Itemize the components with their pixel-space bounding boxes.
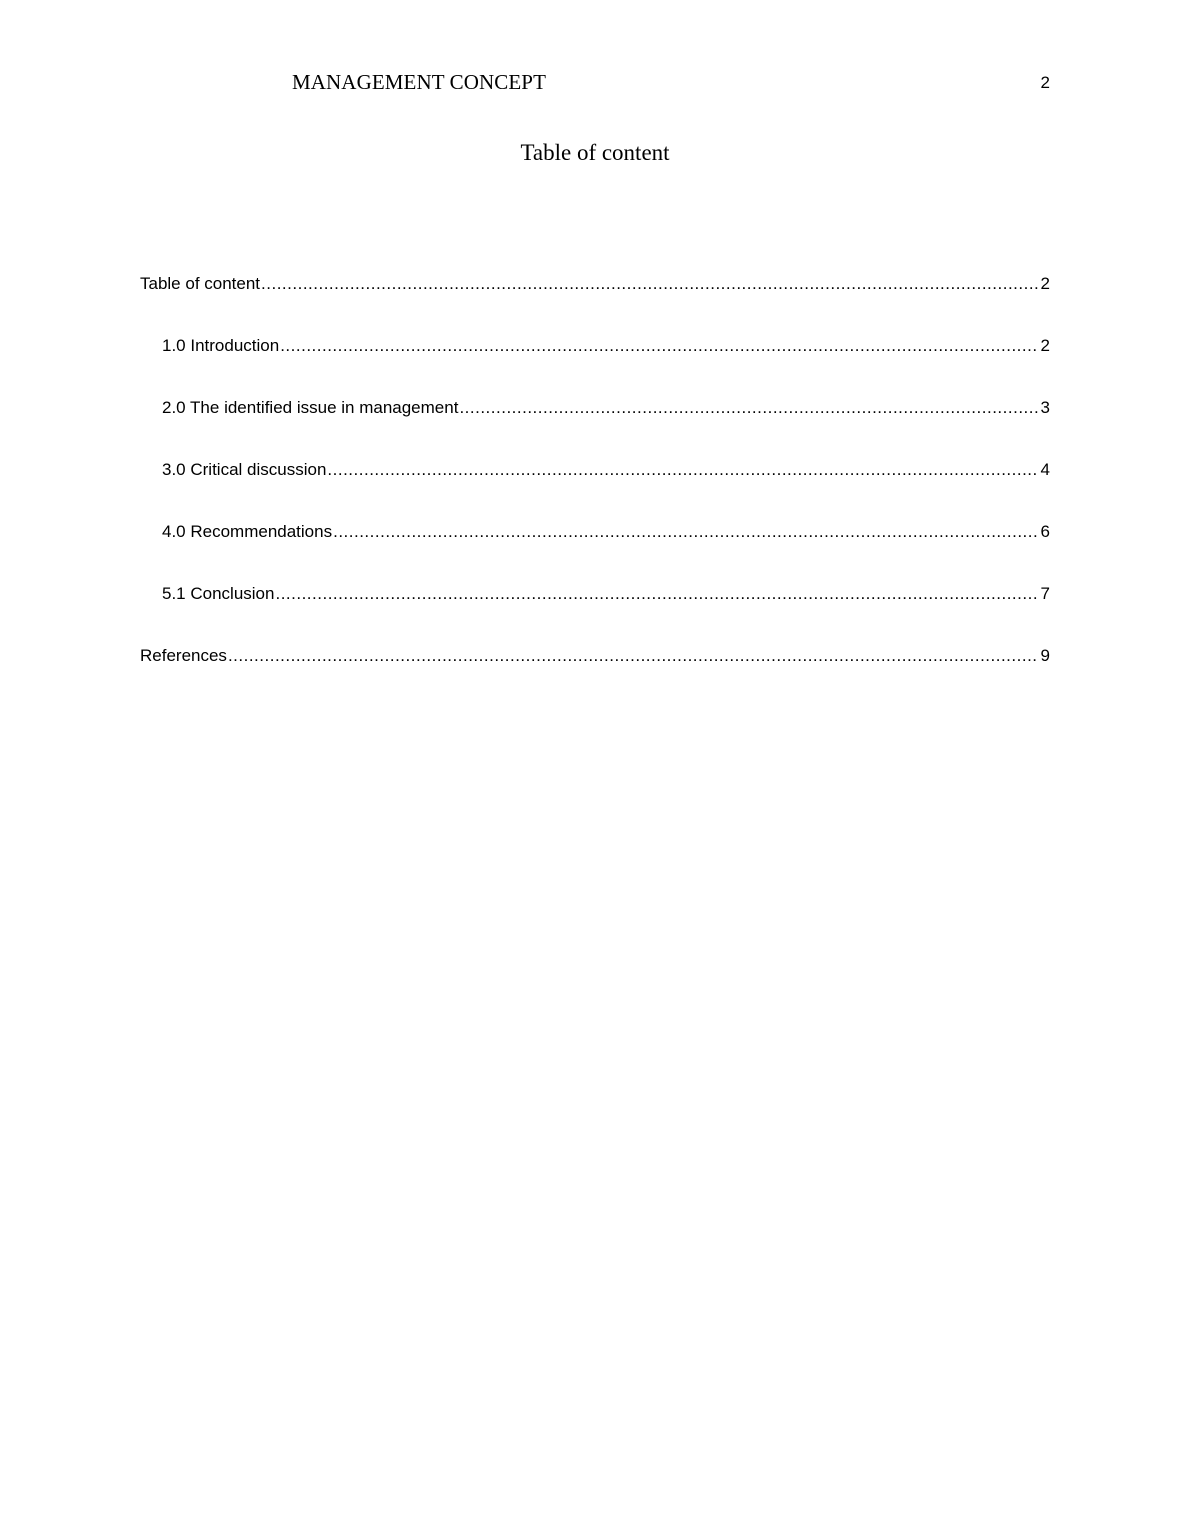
toc-entry-introduction[interactable] xyxy=(140,334,1050,358)
toc-entry-page: 3 xyxy=(1040,398,1050,417)
toc-entry-references[interactable] xyxy=(140,644,1050,668)
toc-leader-dots xyxy=(275,582,1038,606)
toc-entry-page: 7 xyxy=(1040,584,1050,603)
running-head: MANAGEMENT CONCEPT xyxy=(292,70,547,94)
toc-entry-page: 2 xyxy=(1040,274,1050,293)
toc-entry-page: 4 xyxy=(1040,460,1050,479)
toc-entry-page: 2 xyxy=(1040,336,1050,355)
toc-leader-dots xyxy=(459,396,1038,420)
toc-entry-label: 3.0 Critical discussion xyxy=(162,460,327,479)
toc-entry-identified-issue[interactable] xyxy=(140,396,1050,420)
toc-entry-label: References xyxy=(140,646,227,665)
toc-leader-dots xyxy=(333,520,1038,544)
toc-entry-label: 1.0 Introduction xyxy=(162,336,280,355)
toc-entry-table-of-content[interactable] xyxy=(140,272,1050,296)
toc-entry-label: 2.0 The identified issue in management xyxy=(162,398,459,417)
toc-entry-page: 6 xyxy=(1040,522,1050,541)
toc-entry-label: Table of content xyxy=(140,274,261,293)
toc-entry-label: 5.1 Conclusion xyxy=(162,584,275,603)
toc-leader-dots xyxy=(280,334,1038,358)
toc-entry-conclusion[interactable] xyxy=(140,582,1050,606)
toc-title: Table of content xyxy=(520,140,670,165)
toc-leader-dots xyxy=(228,644,1039,668)
toc-leader-dots xyxy=(327,458,1038,482)
page-number: 2 xyxy=(1040,73,1050,92)
toc-leader-dots xyxy=(261,272,1039,296)
toc-entry-page: 9 xyxy=(1040,646,1050,665)
toc-entry-recommendations[interactable] xyxy=(140,520,1050,544)
toc-entry-label: 4.0 Recommendations xyxy=(162,522,333,541)
toc-entry-critical-discussion[interactable] xyxy=(140,458,1050,482)
table-of-contents xyxy=(140,272,1050,706)
